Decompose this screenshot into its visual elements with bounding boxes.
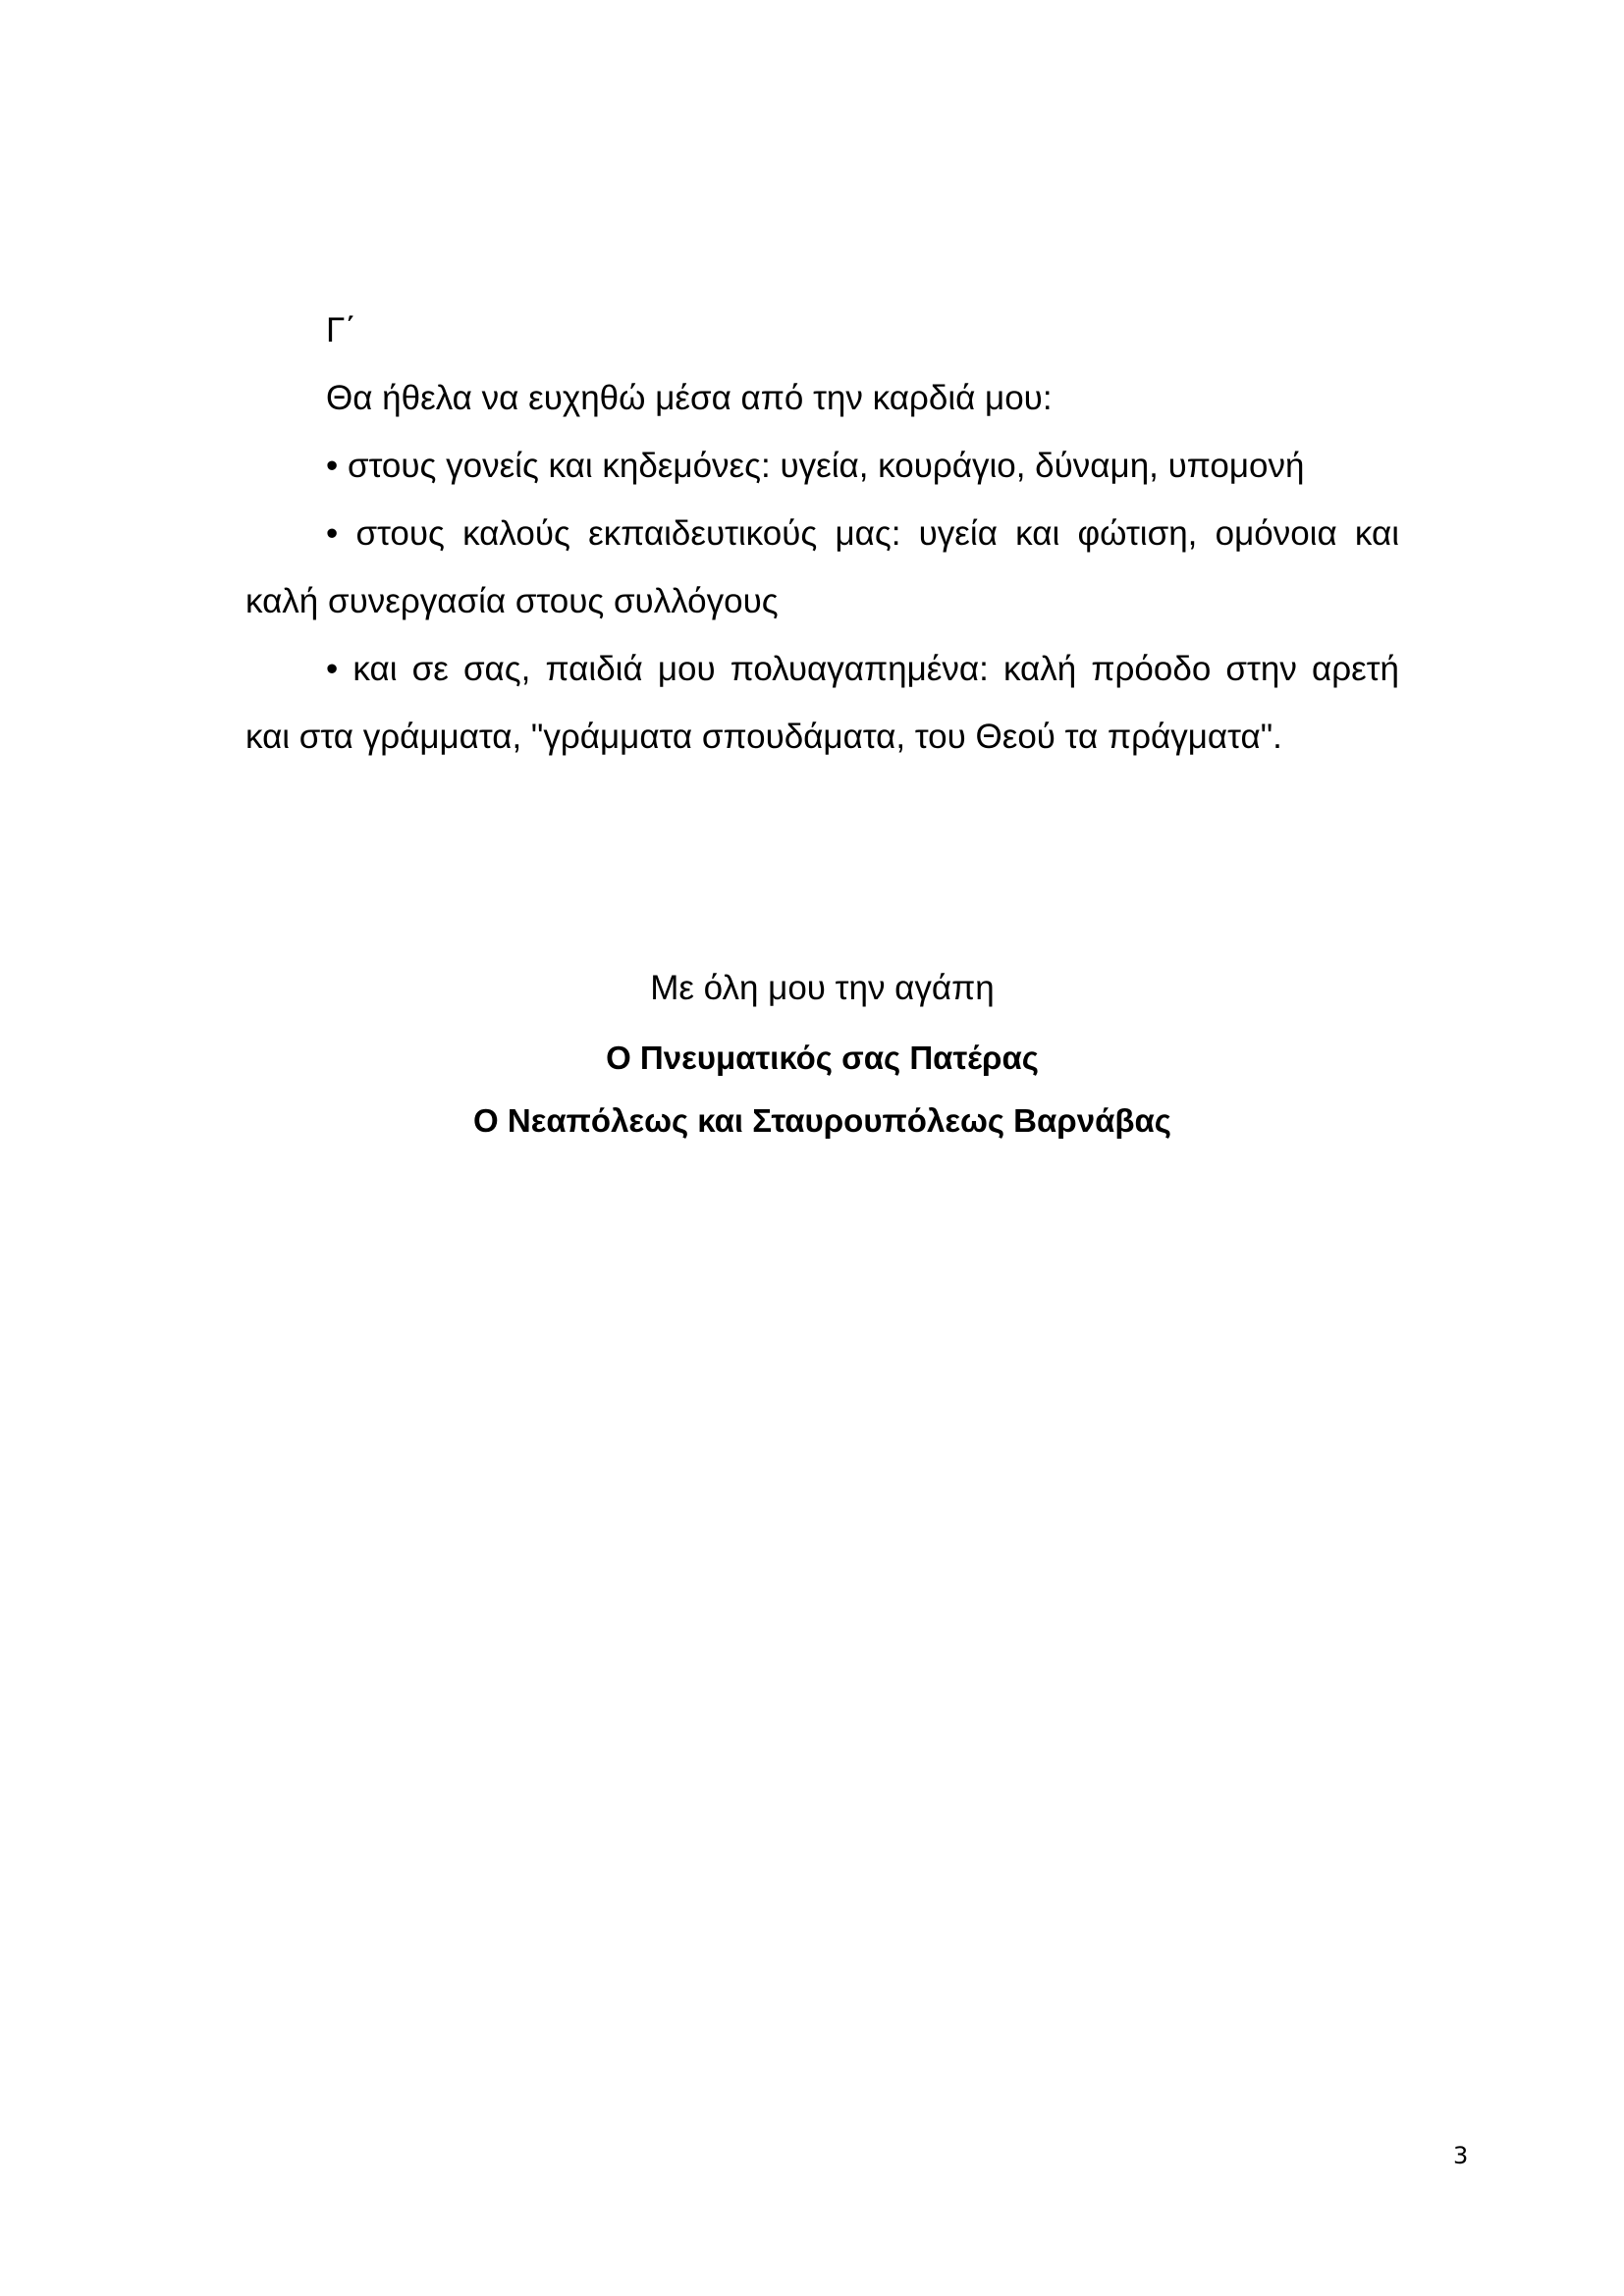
wish-children: • και σε σας, παιδιά μου πολυαγαπημένα: καλή πρόοδο στην αρετή και στα γράμματα, "γράμματα σπουδάματα, του Θεού τα πράγματα". [245, 650, 1399, 756]
wish-parents: • στους γονείς και κηδεμόνες: υγεία, κουράγιο, δύναμη, υπομονή [326, 447, 1305, 485]
signature-block [245, 0, 1399, 1178]
section-label: Γ΄ [326, 311, 356, 349]
intro-paragraph: Θα ήθελα να ευχηθώ μέσα από την καρδιά μου: [326, 379, 1053, 417]
page-number: 3 [1453, 2142, 1469, 2169]
signature-title: Ο Πνευματικός σας Πατέρας [606, 1040, 1039, 1076]
signature-greeting: Με όλη μου την αγάπη [650, 969, 995, 1007]
signature-name: Ο Νεαπόλεως και Σταυρουπόλεως Βαρνάβας [473, 1102, 1171, 1139]
wish-teachers: • στους καλούς εκπαιδευτικούς μας: υγεία και φώτιση, ομόνοια και καλή συνεργασία στους συλλόγους [245, 514, 1399, 620]
